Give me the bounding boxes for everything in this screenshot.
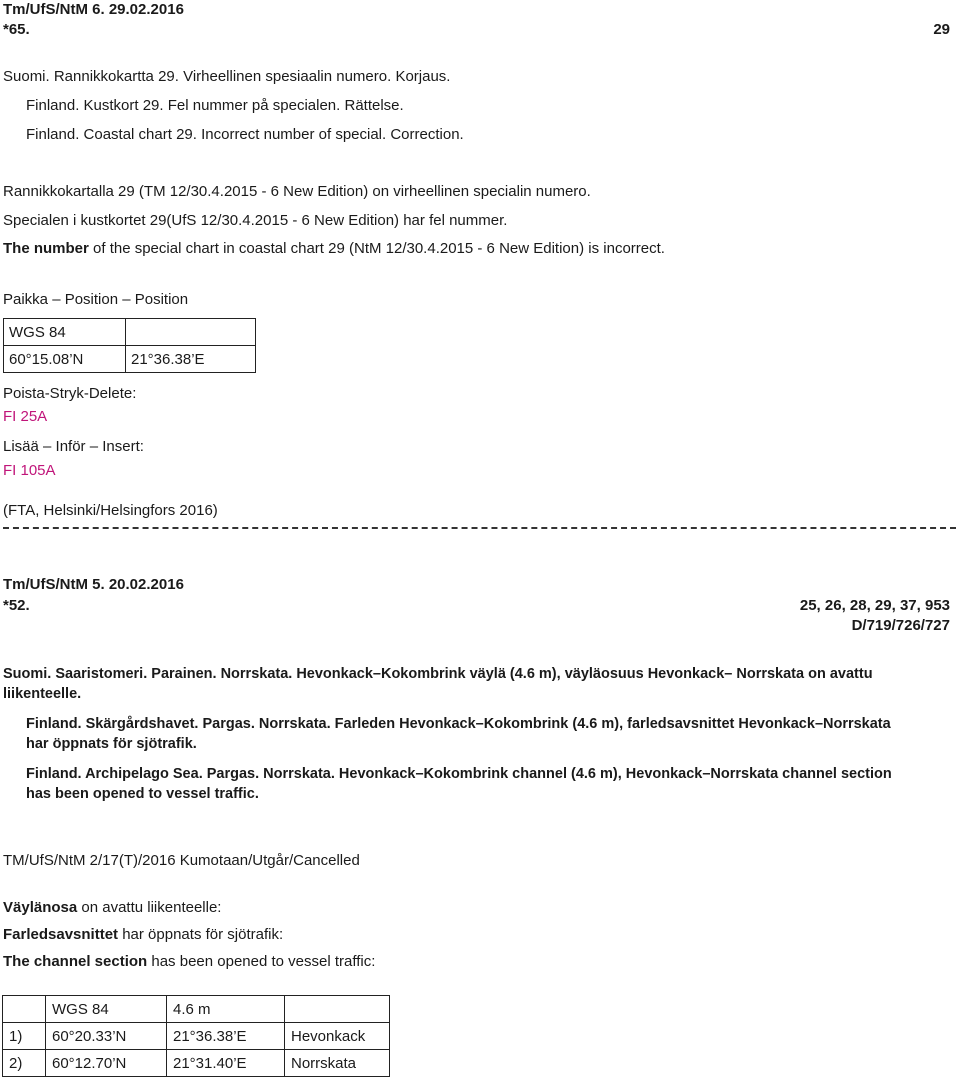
n2-fi-intro (3, 899, 221, 916)
n2-en-line2: has been opened to vessel traffic. (26, 786, 259, 802)
table-cell: 21°36.38’E (167, 1023, 285, 1050)
body-en (3, 240, 665, 257)
body-en-rest: of the special chart in coastal chart 29 (NtM 12/30.4.2015 - 6 New Edition) is incorrect. (88, 240, 665, 257)
n2-sv-rest: har öppnats för sjötrafik: (118, 926, 284, 943)
n2-sv-intro (3, 926, 283, 943)
n2-sv-lead: Farledsavsnittet (3, 926, 119, 943)
table-cell (285, 996, 390, 1023)
table-row (3, 1023, 390, 1050)
table-cell: 1) (3, 1023, 46, 1050)
section-divider (3, 527, 956, 529)
notice-number: *65. (3, 21, 30, 38)
delete-value: FI 25A (3, 408, 48, 425)
delete-label: Poista-Stryk-Delete: (3, 385, 137, 402)
insert-value: FI 105A (3, 462, 56, 479)
position-table (3, 318, 256, 373)
notice-reference: Tm/UfS/NtM 6. 29.02.2016 (3, 1, 184, 18)
affected-charts-d: D/719/726/727 (851, 617, 950, 634)
table-cell: Hevonkack (285, 1023, 390, 1050)
notice2-reference: Tm/UfS/NtM 5. 20.02.2016 (3, 576, 184, 593)
cancelled-notice: TM/UfS/NtM 2/17(T)/2016 Kumotaan/Utgår/Cancelled (3, 852, 360, 869)
n2-en-lead: The channel section (3, 953, 148, 970)
position-heading: Paikka – Position – Position (3, 291, 189, 308)
n2-en-rest: has been opened to vessel traffic: (147, 953, 376, 970)
page-number: 29 (933, 21, 950, 38)
empty-cell (126, 319, 256, 346)
body-sv: Specialen i kustkortet 29(UfS 12/30.4.2015 - 6 New Edition) har fel nummer. (3, 212, 508, 229)
n2-fi-lead: Väylänosa (3, 899, 78, 916)
table-header-row (3, 996, 390, 1023)
latitude-cell: 60°15.08’N (4, 346, 126, 373)
body-fi: Rannikkokartalla 29 (TM 12/30.4.2015 - 6 New Edition) on virheellinen specialin numero. (3, 183, 591, 200)
datum-cell: WGS 84 (4, 319, 126, 346)
title-fi: Suomi. Rannikkokartta 29. Virheellinen spesiaalin numero. Korjaus. (3, 68, 451, 85)
table-cell: WGS 84 (46, 996, 167, 1023)
table-row (3, 1050, 390, 1077)
insert-label: Lisää – Inför – Insert: (3, 438, 144, 455)
n2-en-line1: Finland. Archipelago Sea. Pargas. Norrskata. Hevonkack–Kokombrink channel (4.6 m), Hevonkack–Norrskata channel section (26, 766, 892, 782)
table-cell: 21°31.40’E (167, 1050, 285, 1077)
n2-fi-line2: liikenteelle. (3, 686, 82, 702)
notice2-number: *52. (3, 597, 30, 614)
title-sv: Finland. Kustkort 29. Fel nummer på specialen. Rättelse. (26, 97, 404, 114)
body-en-lead: The number (3, 240, 89, 257)
affected-charts: 25, 26, 28, 29, 37, 953 (799, 597, 950, 614)
table-cell: 4.6 m (167, 996, 285, 1023)
n2-fi-line1: Suomi. Saaristomeri. Parainen. Norrskata. Hevonkack–Kokombrink väylä (4.6 m), väyläosuus Hevonkack– Norrskata on avattu (3, 666, 873, 682)
table-cell: Norrskata (285, 1050, 390, 1077)
table-cell: 2) (3, 1050, 46, 1077)
source-note: (FTA, Helsinki/Helsingfors 2016) (3, 502, 218, 519)
title-en: Finland. Coastal chart 29. Incorrect number of special. Correction. (26, 126, 464, 143)
n2-sv-line2: har öppnats för sjötrafik. (26, 736, 197, 752)
table-cell: 60°12.70’N (46, 1050, 167, 1077)
n2-sv-line1: Finland. Skärgårdshavet. Pargas. Norrskata. Farleden Hevonkack–Kokombrink (4.6 m), farledsavsnittet Hevonkack–Norrskata (26, 716, 891, 732)
longitude-cell: 21°36.38’E (126, 346, 256, 373)
table-cell (3, 996, 46, 1023)
channel-positions-table (2, 995, 390, 1077)
n2-fi-rest: on avattu liikenteelle: (77, 899, 222, 916)
table-cell: 60°20.33’N (46, 1023, 167, 1050)
n2-en-intro (3, 953, 375, 970)
